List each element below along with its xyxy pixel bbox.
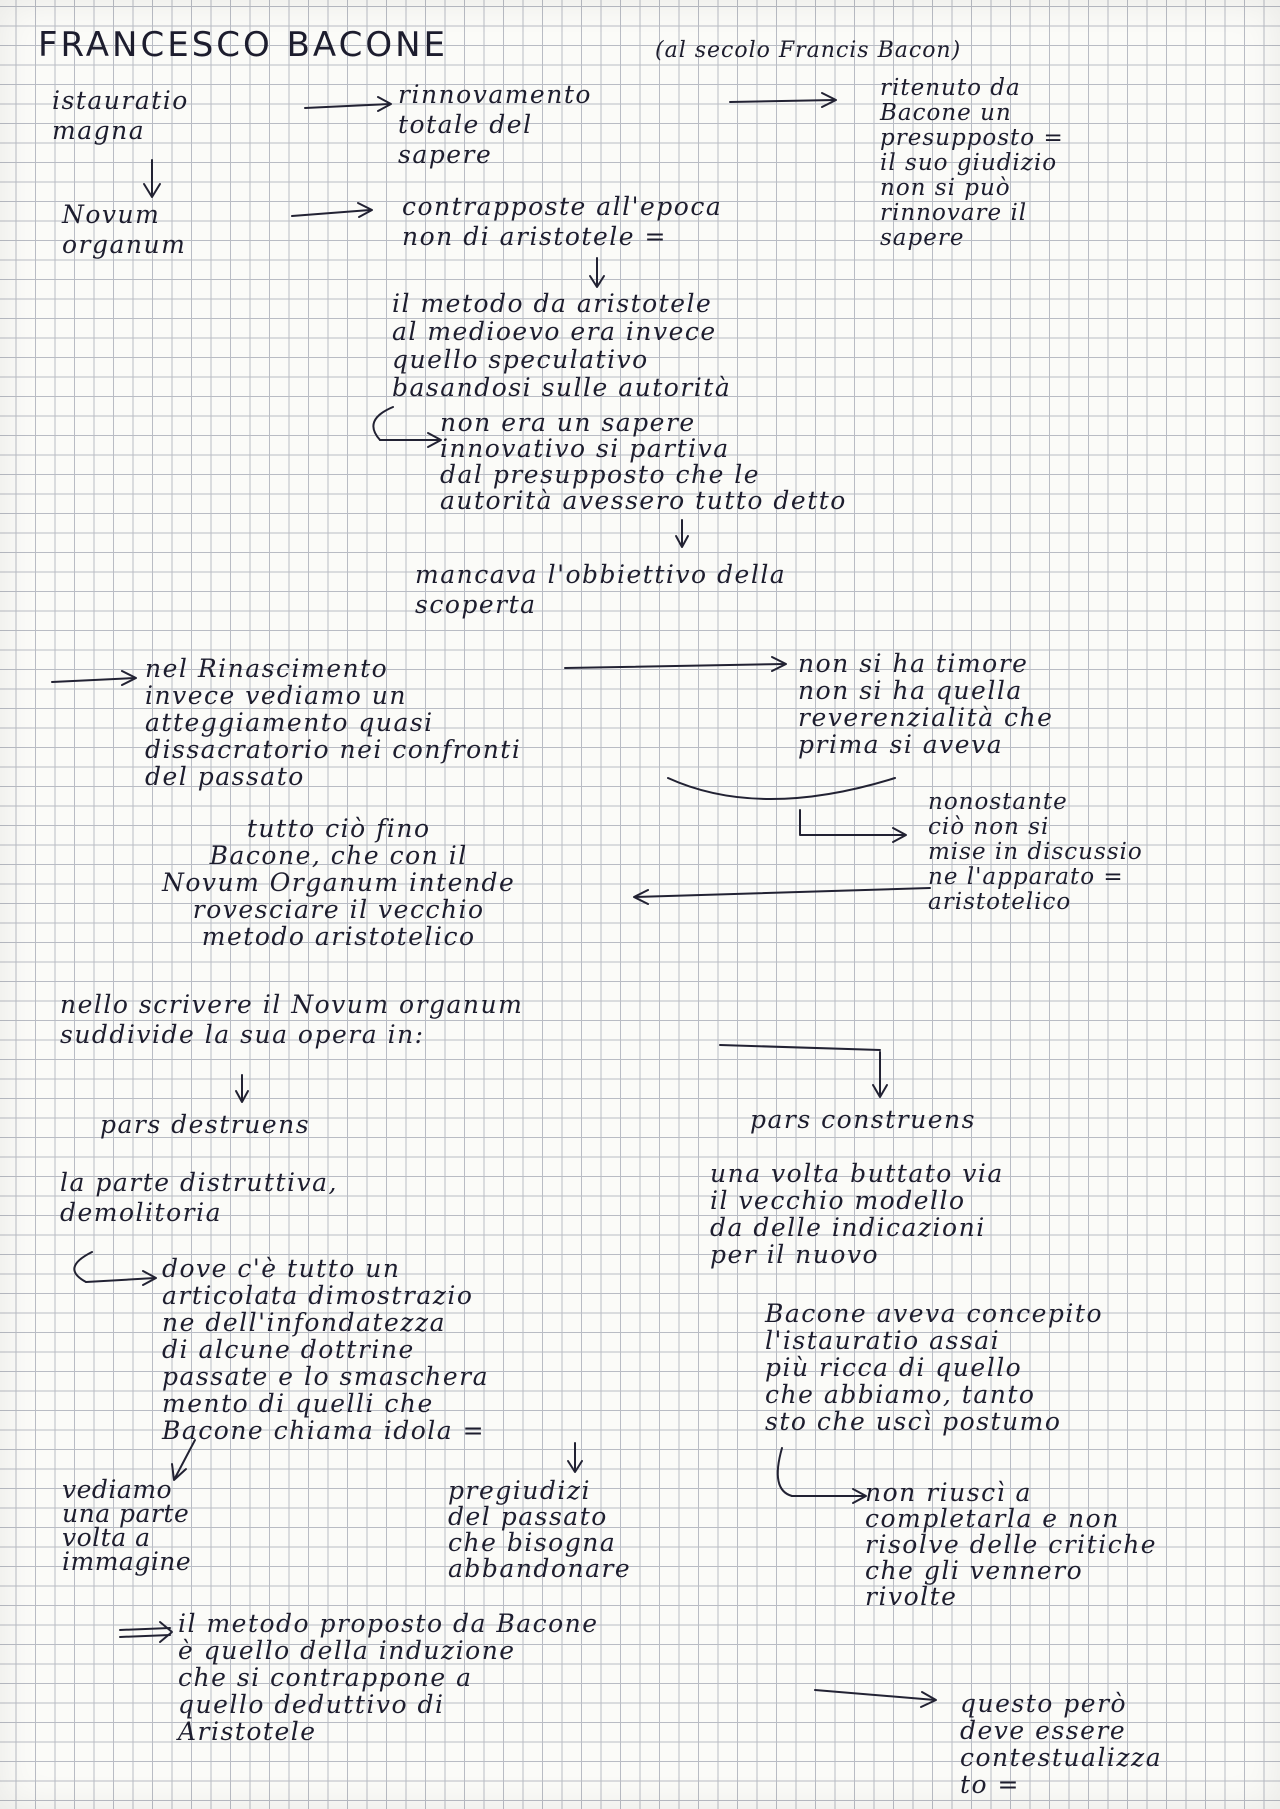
note-rinascimento: nel Rinascimento invece vediamo un atteggiamento quasi dissacratorio nei confronti del passato: [145, 654, 522, 791]
arrow-idola-to-pregiudizi: [568, 1443, 582, 1472]
note-distruttiva: la parte distruttiva, demolitoria: [60, 1168, 338, 1227]
arrow-rinascimento-to-timore: [565, 657, 786, 671]
note-istauratio: istauratio magna: [52, 86, 189, 145]
arrow-induzione-to-questo: [815, 1690, 936, 1707]
arrow-sapere-down: [676, 520, 688, 547]
arrow-rinnovamento-to-ritenuto: [730, 93, 836, 107]
page-subtitle: (al secolo Francis Bacon): [655, 38, 962, 63]
arrow-down-destruens: [236, 1075, 248, 1102]
note-novum: Novum organum: [62, 200, 187, 259]
note-dove: dove c'è tutto un articolata dimostrazio ne dell'infondatezza di alcune dottrine passate e lo smaschera mento di quelli che Bacone chiama idola =: [162, 1254, 490, 1445]
note-ritenuto: ritenuto da Bacone un presupposto = il suo giudizio non si può rinnovare il sapere: [880, 75, 1064, 251]
note-rinnovamento: rinnovamento totale del sapere: [398, 80, 592, 169]
note-nonostante: nonostante ciò non si mise in discussio ne l'apparato = aristotelico: [928, 789, 1143, 915]
arrow-dove-to-vediamo: [172, 1440, 195, 1480]
note-timore: non si ha timore non si ha quella reverenzialità che prima si aveva: [798, 649, 1054, 759]
note-vediamo: vediamo una parte volta a immagine: [62, 1475, 192, 1576]
arrow-metodo-to-sapere: [373, 407, 441, 447]
arrow-left-to-rinascimento: [52, 671, 136, 685]
note-scrivere: nello scrivere il Novum organum suddivide la sua opera in:: [60, 990, 524, 1049]
arrow-istauratio-down: [144, 160, 160, 197]
arrow-to-nonostante: [800, 810, 906, 842]
page-title: FRANCESCO BACONE: [38, 25, 449, 65]
bracket-curve: [668, 778, 895, 799]
note-contrapposte: contrapposte all'epoca non di aristotele =: [402, 192, 723, 251]
arrow-contrapposte-down: [590, 258, 604, 287]
note-concepito: Bacone aveva concepito l'istauratio assai più ricca di quello che abbiamo, tanto sto che uscì postumo: [765, 1299, 1104, 1436]
note-volta: una volta buttato via il vecchio modello da delle indicazioni per il nuovo: [710, 1159, 1004, 1269]
note-metodo: il metodo da aristotele al medioevo era invece quello speculativo basandosi sulle autorità: [392, 289, 732, 402]
arrow-split-line: [720, 1045, 880, 1050]
note-pregiudizi: pregiudizi del passato che bisogna abbandonare: [448, 1476, 632, 1583]
arrow-istauratio-to-rinnovamento: [305, 97, 391, 111]
note-induzione: il metodo proposto da Bacone è quello della induzione che si contrappone a quello deduttivo di Aristotele: [178, 1609, 599, 1746]
arrow-nonostante-to-tutto: [634, 888, 930, 904]
note-riuscita: non riuscì a completarla e non risolve delle critiche che gli vennero rivolte: [865, 1478, 1158, 1611]
note-questo: questo però deve essere contestualizza to =: [960, 1689, 1163, 1799]
note-sapere: non era un sapere innovativo si partiva dal presupposto che le autorità avessero tutto detto: [440, 408, 847, 515]
arrow-demolitoria-to-dove: [74, 1252, 156, 1285]
arrow-double-induzione: [120, 1622, 172, 1642]
arrow-concepito-to-riuscita: [778, 1448, 866, 1503]
arrow-novum-to-contrapposte: [292, 203, 372, 217]
pars-construens: pars construens: [750, 1105, 976, 1134]
note-tutto: tutto ciò fino Bacone, che con il Novum Organum intende rovesciare il vecchio metodo aristotelico: [162, 814, 516, 951]
pars-destruens: pars destruens: [100, 1110, 311, 1139]
arrow-down-construens: [873, 1052, 887, 1097]
note-mancava: mancava l'obbiettivo della scoperta: [415, 560, 787, 619]
